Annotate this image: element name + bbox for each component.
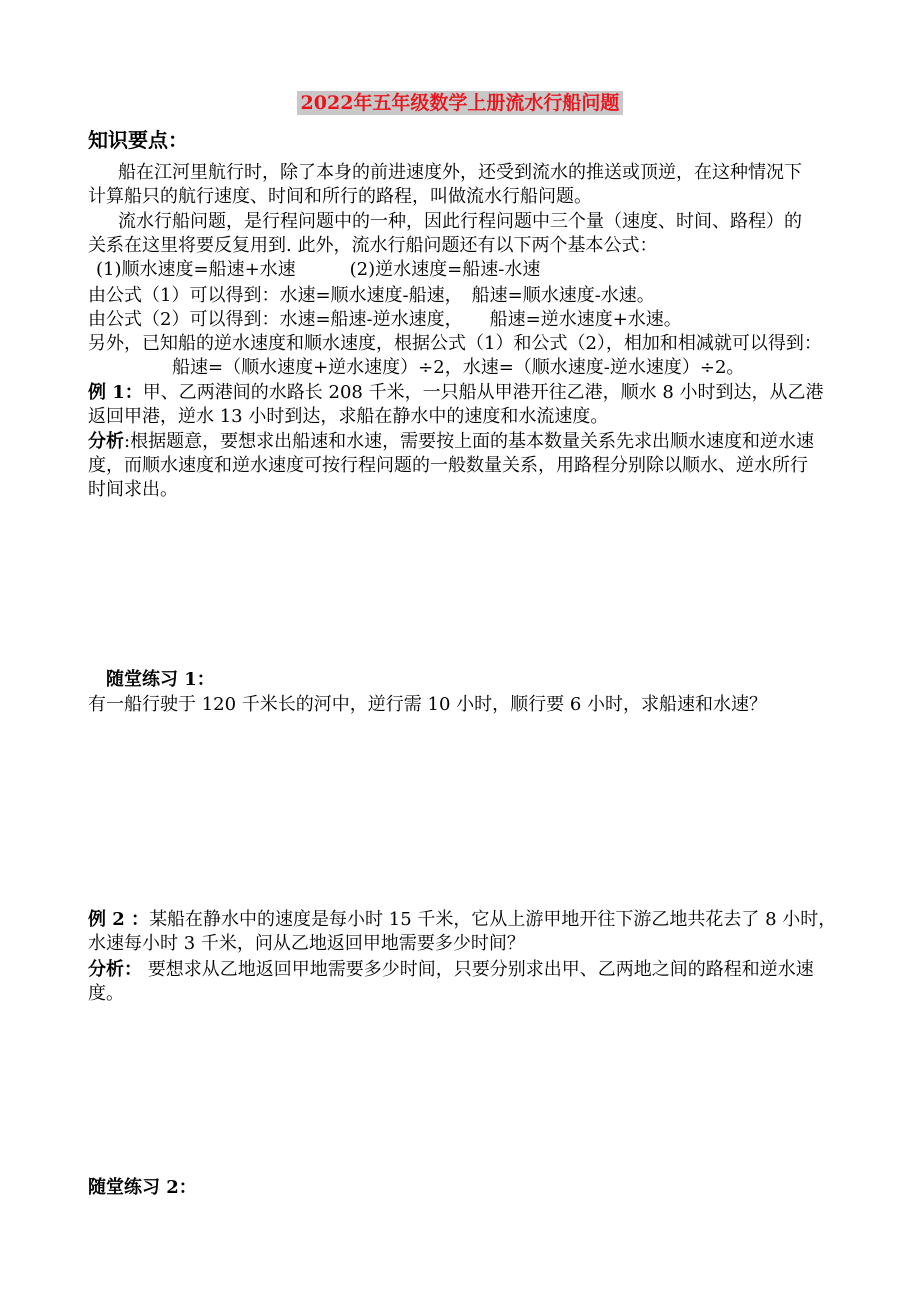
practice1-label: 随堂练习 1： xyxy=(106,669,215,690)
formula-line: 由公式（2）可以得到：水速=船速-逆水速度， 船速=逆水速度+水速。 xyxy=(88,309,682,330)
formula-line: (1)顺水速度=船速+水速 (2)逆水速度=船速-水速 xyxy=(96,259,541,280)
analysis-text: :根据题意，要想求出船速和水速，需要按上面的基本数量关系先求出顺水速度和逆水速 xyxy=(124,431,815,452)
paragraph-line: 流水行船问题，是行程问题中的一种，因此行程问题中三个量（速度、时间、路程）的 xyxy=(118,211,802,232)
example2-text: 水速每小时 3 千米，问从乙地返回甲地需要多少时间？ xyxy=(88,933,525,954)
analysis-text: 度。 xyxy=(88,983,124,1004)
example1-label: 例 1： xyxy=(88,382,143,403)
paragraph-line: 计算船只的航行速度、时间和所行的路程，叫做流水行船问题。 xyxy=(88,186,592,207)
practice1-text: 有一船行驶于 120 千米长的河中，逆行需 10 小时，顺行要 6 小时，求船速和水速？ xyxy=(88,694,768,715)
knowledge-heading: 知识要点： xyxy=(88,128,188,152)
formula-line: 由公式（1）可以得到：水速=顺水速度-船速， 船速=顺水速度-水速。 xyxy=(88,285,655,306)
analysis-label: 分析： xyxy=(88,959,142,980)
example2-label: 例 2 ： xyxy=(88,909,150,930)
document-title: 2022年五年级数学上册流水行船问题 xyxy=(297,91,623,115)
paragraph-line: 关系在这里将要反复用到. 此外，流水行船问题还有以下两个基本公式： xyxy=(88,235,658,256)
practice2-label: 随堂练习 2： xyxy=(88,1177,197,1198)
analysis-text: 度，而顺水速度和逆水速度可按行程问题的一般数量关系，用路程分别除以顺水、逆水所行 xyxy=(88,455,808,476)
example2-text: 某船在静水中的速度是每小时 15 千米，它从上游甲地开往下游乙地共花去了 8 小时， xyxy=(149,909,837,930)
example1-text: 甲、乙两港间的水路长 208 千米，一只船从甲港开往乙港，顺水 8 小时到达，从乙港 xyxy=(142,382,824,403)
paragraph-line: 另外，已知船的逆水速度和顺水速度，根据公式（1）和公式（2），相加和相减就可以得到： xyxy=(88,333,822,354)
analysis-text: 时间求出。 xyxy=(88,479,178,500)
analysis-label: 分析 xyxy=(88,431,124,452)
paragraph-line: 船在江河里航行时，除了本身的前进速度外，还受到流水的推送或顶逆，在这种情况下 xyxy=(118,162,802,183)
formula-line: 船速=（顺水速度+逆水速度）÷2，水速=（顺水速度-逆水速度）÷2。 xyxy=(172,357,745,378)
example1-text: 返回甲港，逆水 13 小时到达，求船在静水中的速度和水流速度。 xyxy=(88,406,609,427)
analysis-text: 要想求从乙地返回甲地需要多少时间，只要分别求出甲、乙两地之间的路程和逆水速 xyxy=(142,959,814,980)
